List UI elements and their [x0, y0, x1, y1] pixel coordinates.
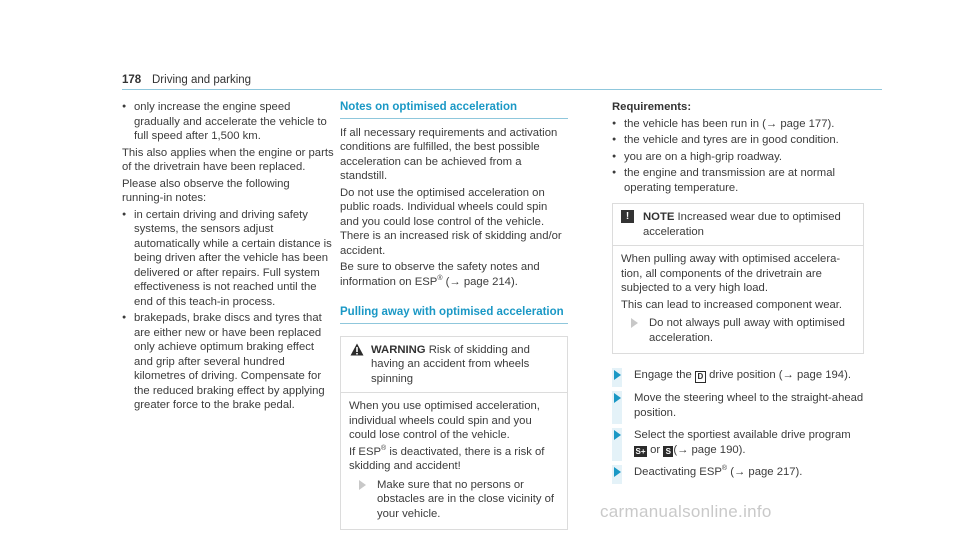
page-reference[interactable]: (→ page 214).: [442, 275, 518, 288]
step-item: [612, 368, 864, 383]
warning-label: WARNING: [371, 343, 426, 356]
list-item: ● only increase the engine speed gradually and accelerate the vehicle to full speed after 1,500 km.: [122, 100, 334, 144]
arrow-right-icon: [614, 393, 621, 403]
list-item: ● in certain driving and driving safety systems, the sensors adjust automatically while a certain distance is being driven after the vehicle has been delivered or after repairs. Full system effectiveness is not reached until the end of this teach-in process.: [122, 208, 334, 310]
section-heading: Notes on optimised acceleration: [340, 100, 568, 119]
text: or: [647, 443, 664, 456]
arrow-right-icon: [614, 370, 621, 380]
note-header: [613, 204, 863, 246]
paragraph: [340, 260, 568, 289]
paragraph: This can lead to increased component wear.: [621, 298, 843, 311]
text: Be sure to observe the safety notes and information on ESP: [340, 261, 540, 288]
text: is deactivated, there is a risk of skidding and accident!: [349, 445, 545, 472]
action-item: [349, 478, 559, 522]
page-reference[interactable]: drive position (→ page 194).: [705, 369, 851, 381]
arrow-right-icon: [614, 467, 621, 477]
page-section-title: Driving and parking: [152, 74, 252, 86]
page-number: 178: [122, 74, 142, 86]
text: If ESP: [349, 445, 382, 458]
note-box: [612, 203, 864, 354]
step-item: [612, 428, 864, 457]
arrow-right-icon: [614, 430, 621, 440]
list-item: ● the vehicle and tyres are in good condition.: [612, 133, 864, 148]
text: Move the steering wheel to the straight-ahead position.: [634, 392, 864, 419]
sport-plus-icon: S+: [635, 446, 646, 456]
paragraph: This also applies when the engine or parts of the drivetrain have been replaced.: [122, 146, 334, 173]
note-title: Increased wear due to optimised acceleration: [643, 211, 841, 238]
warning-title: Risk of skidding and having an accident from wheels spinning: [371, 343, 530, 385]
text: Deactivating ESP: [634, 466, 722, 478]
column-right: [612, 100, 864, 488]
paragraph: When you use optimised acceleration, individual wheels could spin and you could lose control of the vehicle.: [349, 400, 540, 441]
list-item: ● the engine and transmission are at normal operating temperature.: [612, 166, 864, 195]
column-left: [122, 100, 334, 415]
warning-header: [341, 337, 567, 394]
note-label: NOTE: [643, 211, 675, 223]
registered-mark: ®: [381, 444, 387, 452]
section-heading: Pulling away with optimised acceleration: [340, 305, 568, 324]
watermark: carmanualsonline.info: [600, 502, 772, 521]
page-header: [122, 71, 882, 90]
list-item: ● the vehicle has been run in (→ page 177).: [612, 117, 864, 132]
requirements-heading: Requirements:: [612, 101, 692, 113]
list-item: ● you are on a high-grip roadway.: [612, 150, 864, 165]
action-text: Do not always pull away with optimised acceleration.: [649, 317, 845, 344]
warning-body: [341, 393, 567, 529]
exclamation-icon: !: [621, 210, 634, 223]
list-item: ● brakepads, brake discs and tyres that are either new or have been replaced only achieve optimum braking effect and grip after several hundred kilometres of driving. Compensate for the reduced braking effect by applying greater force to the brake pedal.: [122, 311, 334, 413]
step-item: [612, 465, 864, 480]
warning-box: [340, 336, 568, 531]
sport-icon: S: [663, 446, 673, 457]
paragraph: [349, 445, 559, 474]
text: Select the sportiest available drive program: [634, 429, 851, 441]
paragraph: Please also observe the following running-in notes:: [122, 177, 290, 204]
column-middle: [340, 100, 568, 536]
paragraph: If all necessary requirements and activation conditions are fulfilled, the best possible acceleration can be achieved from a standstill.: [340, 126, 558, 182]
registered-mark: ®: [721, 465, 728, 473]
paragraph: When pulling away with optimised acceleration, all components of the drivetrain are subjected to a very high load.: [621, 253, 841, 294]
note-body: [613, 246, 863, 353]
action-item: [621, 316, 855, 345]
arrow-right-icon: [631, 318, 638, 328]
step-item: [612, 391, 864, 420]
page-reference[interactable]: (→ page 190).: [673, 443, 746, 456]
registered-mark: ®: [437, 274, 443, 282]
action-text: Make sure that no persons or obstacles are in the close vicinity of your vehicle.: [377, 478, 555, 520]
page-reference[interactable]: (→ page 217).: [727, 466, 803, 478]
text: Engage the: [634, 369, 695, 381]
arrow-right-icon: [359, 480, 366, 490]
paragraph: Do not use the optimised acceleration on public roads. Individual wheels could spin and you could lose control of the vehicle. There is an increased risk of skidding and/or accident.: [340, 186, 562, 257]
warning-icon: [350, 343, 364, 356]
drive-position-d-icon: D: [695, 371, 706, 383]
